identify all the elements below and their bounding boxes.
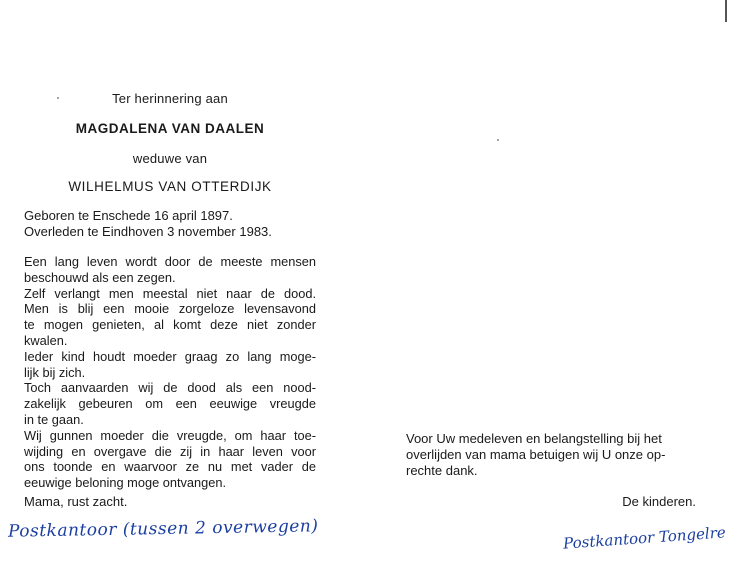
farewell-text: Mama, rust zacht. [24,494,128,509]
poem-line: zakelijk gebeuren om een eeuwige vreugde [24,396,316,412]
handwritten-note-right: Postkantoor Tongelre [562,523,727,553]
birth-line: Geboren te Enschede 16 april 1897. [24,208,233,223]
poem-line: ons toonde en waarvoor ze nu met vader de [24,459,316,475]
life-dates [24,208,272,240]
spouse-name: WILHELMUS VAN OTTERDIJK [68,179,272,194]
poem-text [24,254,316,491]
poem-line: Ieder kind houdt moeder graag zo lang moge- [24,348,316,364]
poem-line: Toch aanvaarden wij de dood als een nood- [24,380,316,396]
poem-line: in te gaan. [24,411,84,427]
poem-line: beschouwd als een zegen. [24,269,176,285]
signature-text: De kinderen. [622,494,696,509]
thanks-text [406,431,665,479]
relation-text: weduwe van [132,151,208,166]
poem-line: eeuwige beloning moge ontvangen. [24,475,227,491]
dust-speck [497,139,499,141]
intro-text: Ter herinnering aan [112,91,228,106]
thanks-line: overlijden van mama betuigen wij U onze op- [406,447,666,462]
deceased-name: MAGDALENA VAN DAALEN [75,121,265,136]
poem-line: te mogen genieten, al komt deze niet zonder [24,317,316,333]
dust-speck [57,97,59,99]
edge-mark [725,0,727,22]
poem-line: lijk bij zich. [24,364,86,380]
poem-line: wijding en overgave die zij in haar leven voor [24,443,316,459]
thanks-line: rechte dank. [406,463,478,478]
thanks-line: Voor Uw medeleven en belangstelling bij het [406,431,662,446]
poem-line: kwalen. [24,332,68,348]
poem-line: Een lang leven wordt door de meeste mensen [24,254,316,269]
handwritten-note-left: Postkantoor (tussen 2 overwegen) [7,516,319,542]
poem-line: Wij gunnen moeder die vreugde, om haar toe- [24,427,316,443]
poem-line: Zelf verlangt men meestal niet naar de dood. [24,285,316,301]
death-line: Overleden te Eindhoven 3 november 1983. [24,224,272,239]
poem-line: Men is blij een mooie zorgeloze levensavond [24,301,316,317]
